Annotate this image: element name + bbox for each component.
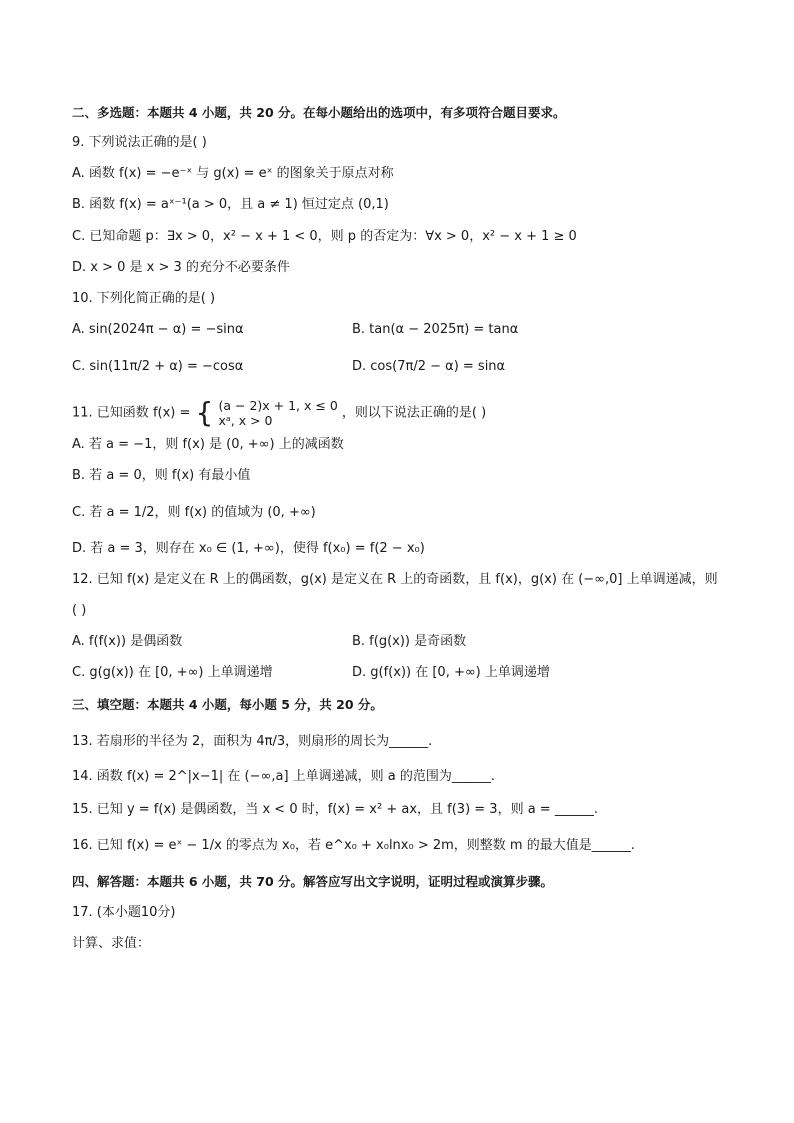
- q11-option-a: A. 若 a = −1，则 f(x) 是 (0, +∞) 上的减函数: [72, 437, 344, 452]
- q11-case-1: (a − 2)x + 1, x ≤ 0: [218, 398, 338, 413]
- q11-stem-post: ，则以下说法正确的是( ): [341, 405, 487, 421]
- q12-option-c: C. g(g(x)) 在 [0, +∞) 上单调递增: [72, 665, 273, 680]
- q11-case-2: xᵃ, x > 0: [218, 413, 273, 428]
- q12-stem-continued: ( ): [72, 603, 87, 618]
- q11-option-d: D. 若 a = 3，则存在 x₀ ∈ (1, +∞)，使得 f(x₀) = f(2 − x₀): [72, 541, 425, 556]
- section-multi-choice-title: 二、多选题：本题共 4 小题，共 20 分。在每小题给出的选项中，有多项符合题目要求。: [72, 105, 566, 120]
- q12-option-d: D. g(f(x)) 在 [0, +∞) 上单调递增: [352, 665, 550, 680]
- q11-cases: [219, 398, 338, 428]
- q11-stem: [72, 398, 486, 428]
- q10-stem: 10. 下列化简正确的是( ): [72, 291, 216, 306]
- q10-option-c: C. sin(11π/2 + α) = −cosα: [72, 359, 244, 374]
- q10-option-b: B. tan(α − 2025π) = tanα: [352, 322, 519, 337]
- q15: 15. 已知 y = f(x) 是偶函数，当 x < 0 时，f(x) = x² + ax，且 f(3) = 3，则 a = ______.: [72, 802, 598, 817]
- q11-option-c: C. 若 a = 1/2，则 f(x) 的值域为 (0, +∞): [72, 505, 316, 520]
- q14: 14. 函数 f(x) = 2^|x−1| 在 (−∞,a] 上单调递减，则 a 的范围为______.: [72, 769, 496, 784]
- q11-stem-pre: 11. 已知函数 f(x) =: [72, 405, 191, 421]
- q17-title: 17. (本小题10分): [72, 905, 176, 920]
- q9-option-b: B. 函数 f(x) = aˣ⁻¹(a > 0，且 a ≠ 1) 恒过定点 (0,1): [72, 197, 389, 212]
- section-answer-title: 四、解答题：本题共 6 小题，共 70 分。解答应写出文字说明，证明过程或演算步骤。: [72, 874, 554, 889]
- q13: 13. 若扇形的半径为 2，面积为 4π/3，则扇形的周长为______.: [72, 734, 433, 749]
- q9-option-a: A. 函数 f(x) = −e⁻ˣ 与 g(x) = eˣ 的图象关于原点对称: [72, 166, 394, 181]
- q9-stem: 9. 下列说法正确的是( ): [72, 135, 207, 150]
- q12-option-b: B. f(g(x)) 是奇函数: [352, 634, 467, 649]
- q11-brace: {: [195, 396, 214, 429]
- q12-option-a: A. f(f(x)) 是偶函数: [72, 634, 183, 649]
- q12-stem: 12. 已知 f(x) 是定义在 R 上的偶函数，g(x) 是定义在 R 上的奇函数，且 f(x)，g(x) 在 (−∞,0] 上单调递减，则: [72, 572, 718, 587]
- q10-option-d: D. cos(7π/2 − α) = sinα: [352, 359, 506, 374]
- q11-option-b: B. 若 a = 0，则 f(x) 有最小值: [72, 468, 251, 483]
- q16: 16. 已知 f(x) = eˣ − 1/x 的零点为 x₀，若 e^x₀ + x₀lnx₀ > 2m，则整数 m 的最大值是______.: [72, 838, 635, 853]
- q9-option-d: D. x > 0 是 x > 3 的充分不必要条件: [72, 260, 290, 275]
- q10-option-a: A. sin(2024π − α) = −sinα: [72, 322, 244, 337]
- q17-text: 计算、求值：: [72, 936, 151, 951]
- q9-option-c: C. 已知命题 p：∃x > 0，x² − x + 1 < 0，则 p 的否定为：∀x > 0，x² − x + 1 ≥ 0: [72, 229, 577, 244]
- section-fill-blank-title: 三、填空题：本题共 4 小题，每小题 5 分，共 20 分。: [72, 697, 383, 712]
